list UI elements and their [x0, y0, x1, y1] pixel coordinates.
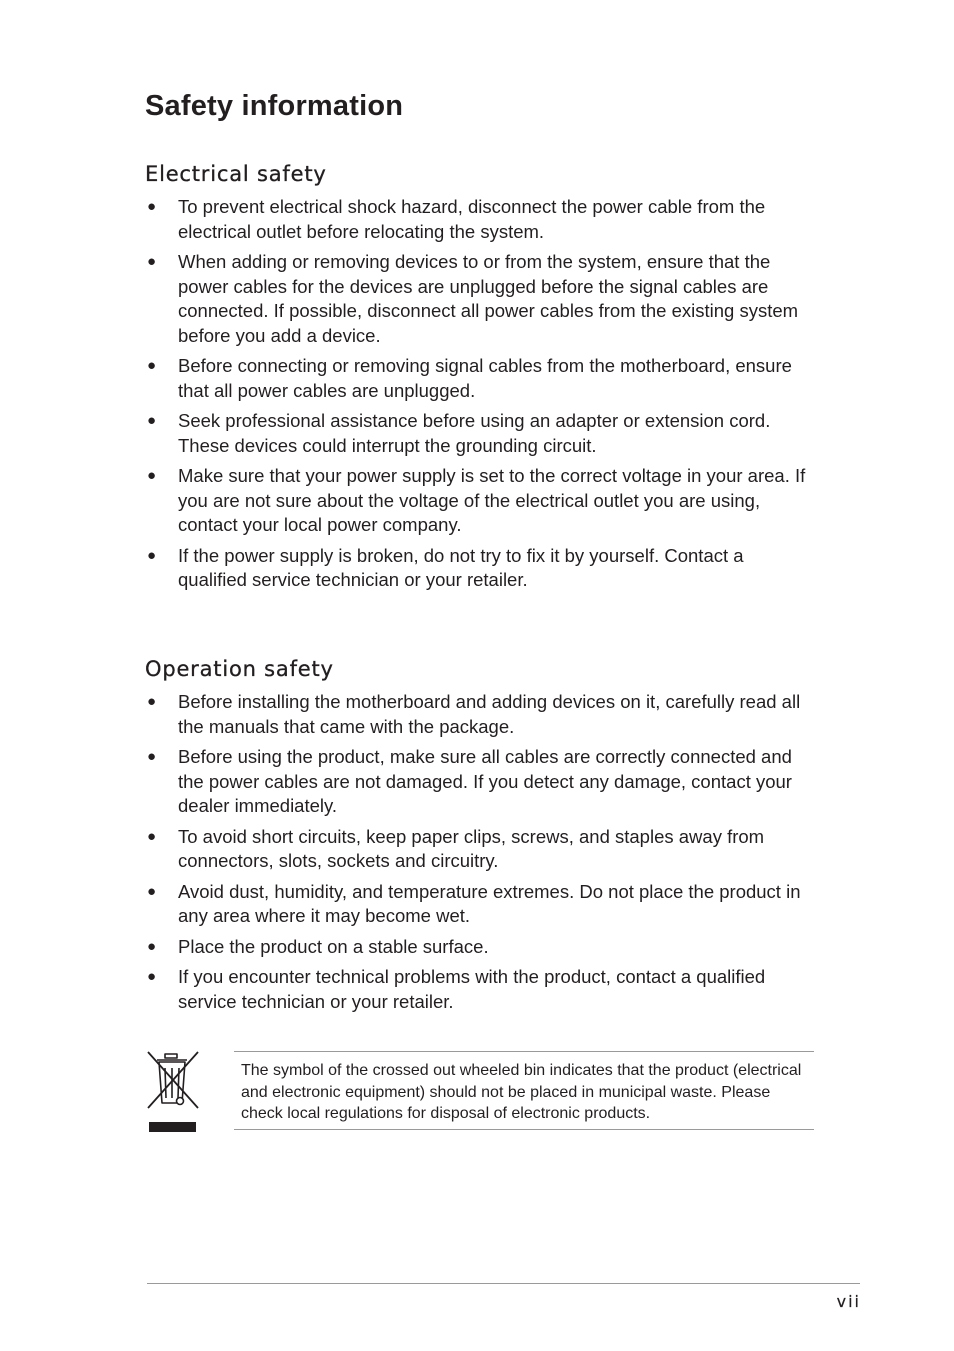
bullet-icon: ●: [147, 693, 157, 710]
list-item-text: If the power supply is broken, do not try to fix it by yourself. Contact a qualified service technician or your retailer.: [178, 544, 744, 590]
footer-divider: [147, 1283, 860, 1284]
bullet-icon: ●: [147, 198, 157, 215]
bullet-icon: ●: [147, 546, 157, 564]
bullet-icon: ●: [147, 467, 157, 484]
list-item-text: Before installing the motherboard and adding devices on it, carefully read all the manuals that came with the package.: [178, 691, 801, 737]
bullet-icon: ●: [147, 412, 157, 429]
list-item-text: If you encounter technical problems with the product, contact a qualified service technician or your retailer.: [178, 966, 766, 1012]
list-item-text: Avoid dust, humidity, and temperature extremes. Do not place the product in any area where it may become wet.: [178, 880, 801, 926]
list-item-text: To prevent electrical shock hazard, disconnect the power cable from the electrical outlet before relocating the system.: [178, 196, 766, 242]
list-item-text: Place the product on a stable surface.: [178, 935, 489, 957]
list-item: [145, 354, 817, 403]
bullet-icon: ●: [147, 357, 157, 374]
list-item: [145, 965, 817, 1014]
page-title: Safety information: [145, 90, 404, 122]
list-item-text: Make sure that your power supply is set to the correct voltage in your area. If you are not sure about the voltage of the electrical outlet you are using, contact your local power company.: [178, 465, 806, 535]
list-item: [145, 464, 817, 538]
list-item: [145, 825, 817, 874]
list-item-text: Before connecting or removing signal cables from the motherboard, ensure that all power cables are unplugged.: [178, 355, 792, 401]
list-item: [145, 745, 817, 819]
list-item-text: To avoid short circuits, keep paper clips, screws, and staples away from connectors, slots, sockets and circuitry.: [178, 825, 765, 871]
bullet-icon: ●: [147, 968, 157, 985]
list-item-text: When adding or removing devices to or from the system, ensure that the power cables for the devices are unplugged before the signal cables are connected. If possible, disconnect all power cables from the existing system before you add a device.: [178, 251, 799, 346]
bullet-icon: ●: [147, 882, 157, 900]
list-item: [145, 544, 817, 593]
operation-safety-list: [145, 690, 817, 1020]
list-item: [145, 250, 817, 348]
list-item-text: Before using the product, make sure all cables are correctly connected and the power cables are not damaged. If you detect any damage, contact your dealer immediately.: [178, 746, 792, 816]
list-item-text: Seek professional assistance before using an adapter or extension cord. These devices could interrupt the grounding circuit.: [178, 410, 771, 456]
bullet-icon: ●: [147, 827, 157, 845]
disposal-notice-text: The symbol of the crossed out wheeled bin indicates that the product (electrical and electronic equipment) should not be placed in municipal waste. Please check local regulations for disposal of electronic products.: [241, 1062, 802, 1122]
list-item: [145, 195, 817, 244]
list-item: [145, 935, 817, 960]
list-item: [145, 880, 817, 929]
bullet-icon: ●: [147, 253, 157, 270]
list-item: [145, 409, 817, 458]
operation-safety-heading: Operation safety: [145, 657, 334, 681]
bullet-icon: ●: [147, 937, 157, 955]
bullet-icon: ●: [147, 748, 157, 765]
list-item: [145, 690, 817, 739]
electrical-safety-heading: Electrical safety: [145, 162, 327, 186]
crossed-out-wheeled-bin-icon: [145, 1050, 201, 1134]
page-number: vii: [836, 1292, 861, 1311]
disposal-notice: [234, 1051, 814, 1130]
electrical-safety-list: [145, 195, 817, 599]
